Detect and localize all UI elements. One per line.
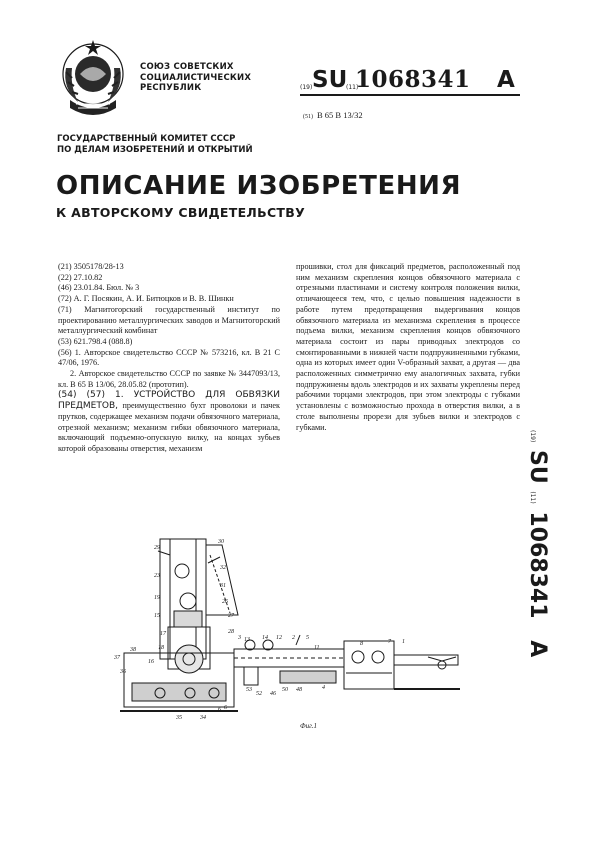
- fig-label: 1: [402, 639, 405, 645]
- fig-label: 3: [238, 635, 241, 641]
- claim-column: [296, 262, 520, 433]
- fig-label: 53: [246, 687, 252, 693]
- inid-code-11: (11): [346, 84, 359, 91]
- fig-label: 38: [130, 647, 136, 653]
- inid-code-51: (51): [303, 114, 313, 120]
- field-21: (21) 3505178/28-13: [58, 262, 124, 271]
- fig-label: 50: [282, 687, 288, 693]
- field-22: (22) 27.10.82: [58, 272, 103, 282]
- field-46: (46) 23.01.84. Бюл. № 3: [58, 283, 140, 293]
- issuing-union-name: СОЮЗ СОВЕТСКИХ СОЦИАЛИСТИЧЕСКИХ РЕСПУБЛИК: [140, 62, 252, 93]
- figure-caption: Фиг.1: [300, 722, 318, 730]
- fig-label: 6: [218, 707, 221, 713]
- figure-labels: [110, 535, 475, 733]
- fig-label: 14: [262, 635, 268, 641]
- side-code-11: (11): [529, 491, 536, 504]
- field-71: (71) Магнитогорский государственный институт по проектированию металлургических заводов и Магнитогорский металлургический комбинат: [58, 304, 280, 336]
- document-subtitle: К АВТОРСКОМУ СВИДЕТЕЛЬСТВУ: [56, 205, 306, 220]
- field-72: (72) А. Г. Посякин, А. И. Битюцков и В. В. Шинкн: [58, 294, 234, 304]
- fig-label: 27: [228, 613, 234, 619]
- patent-kind: A: [497, 67, 515, 93]
- fig-label: 11: [314, 645, 320, 651]
- fig-label: 18: [158, 645, 164, 651]
- fig-label: 5: [306, 635, 309, 641]
- fig-label: 37: [114, 655, 120, 661]
- committee-name: ГОСУДАРСТВЕННЫЙ КОМИТЕТ СССР ПО ДЕЛАМ ИЗОБРЕТЕНИЙ И ОТКРЫТИЙ: [57, 134, 253, 155]
- fig-label: 30: [218, 539, 224, 545]
- fig-label: 13: [244, 637, 250, 643]
- fig-label: 8: [360, 641, 363, 647]
- fig-label: 7: [388, 639, 391, 645]
- fig-label: 26: [222, 599, 228, 605]
- fig-label: 48: [296, 687, 302, 693]
- fig-label: 16: [148, 659, 154, 665]
- document-title: ОПИСАНИЕ ИЗОБРЕТЕНИЯ: [56, 171, 462, 201]
- field-56a: (56) 1. Авторское свидетельство СССР № 573216, кл. В 21 С 47/06, 1976.: [58, 347, 280, 368]
- inid-code-19: (19): [300, 84, 313, 91]
- ipc-value: В 65 В 13/32: [317, 110, 363, 120]
- fig-label: 46: [270, 691, 276, 697]
- fig-label: 35: [176, 715, 182, 721]
- fig-label: 29: [154, 545, 160, 551]
- side-kind: A: [525, 640, 550, 658]
- side-code-19: (19): [529, 430, 536, 443]
- fig-label: 19: [154, 595, 160, 601]
- side-patent-stamp: [525, 430, 568, 670]
- fig-label: 32: [220, 565, 226, 571]
- country-code: SU: [312, 67, 348, 93]
- fig-label: 36: [120, 669, 126, 675]
- ipc-classification: [303, 110, 363, 120]
- side-number: 1068341: [525, 511, 550, 619]
- fig-label: 12: [276, 635, 282, 641]
- fig-label: 23: [154, 573, 160, 579]
- fig-label: 52: [256, 691, 262, 697]
- field-53: (53) 621.798.4 (088.8): [58, 336, 133, 346]
- state-emblem-icon: [56, 38, 130, 118]
- claim-heading: (54) (57) 1. УСТРОЙСТВО ДЛЯ ОБВЯЗКИ ПРЕДМЕТОВ,: [58, 390, 280, 412]
- claim-continued: прошивки, стол для фиксаций предметов, расположенный под ним механизм скрепления концов обвязочного материала с отрезными пластинами и систему контроля положения вилки, отличающееся тем, что, с целью повышения надежности в работе путем предотвращения выдергивания концов обвязочного материала из механизма скрепления в процессе подъема вилки, механизм скрепления концов обвязочного материала состоит из пары приводных электродов со смонтированными в нижней части подпружиненными губками, одна из которых имеет один V-образный захват, а другая — два расположенных симметрично ему аналогичных захвата, губки подпружинены вдоль электродов и их захваты укреплены перед рабочими торцами электродов, при этом электроды с губками установлены с возможностью прохода в отверстия вилки, а в столе выполнены прорези для зубьев вилки и электродов с губками.: [296, 262, 520, 432]
- fig-label: 15: [154, 613, 160, 619]
- header-rule: [300, 94, 520, 96]
- fig-label: 4: [322, 685, 325, 691]
- patent-number: 1068341: [355, 66, 471, 93]
- field-56b: 2. Авторское свидетельство СССР по заявке № 3447093/13, кл. В 65 В 13/06, 28.05.82 (прототип).: [58, 369, 280, 389]
- claim-start: преимущественно бухт проволоки и пачек прутков, содержащее механизм подачи обвязочного материала, отрезной механизм; механизм гибки обвязочного материала, включающий подъемно-опускную вилку, на концах зубьев которой образованы отверстия, механизм: [58, 401, 280, 453]
- fig-label: 34: [200, 715, 206, 721]
- bibliographic-column: [58, 262, 280, 455]
- side-country: SU: [525, 450, 550, 484]
- fig-label: 28: [228, 629, 234, 635]
- field-54-claim: [58, 390, 280, 454]
- fig-label: 17: [160, 631, 166, 637]
- fig-label: 31: [220, 583, 226, 589]
- fig-label: 2: [292, 635, 295, 641]
- fig-label: 6: [224, 705, 227, 711]
